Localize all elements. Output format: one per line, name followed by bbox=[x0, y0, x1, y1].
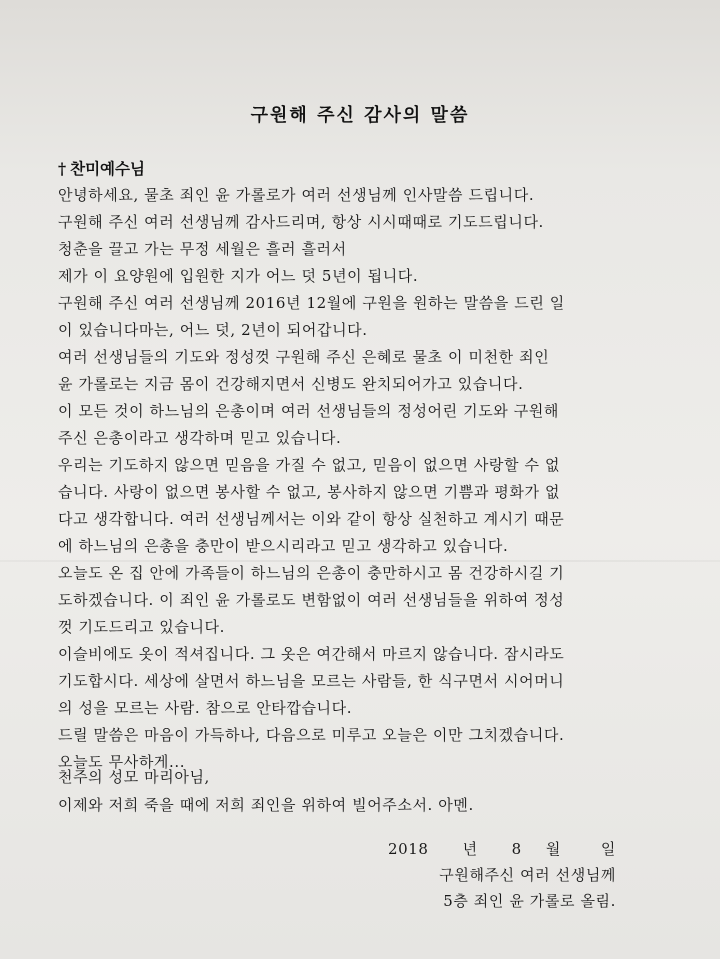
closing-prayer bbox=[58, 763, 474, 819]
cross-icon: † bbox=[58, 159, 67, 178]
body-line: 안녕하세요, 물초 죄인 윤 가롤로가 여러 선생님께 인사말씀 드립니다. bbox=[58, 186, 535, 204]
body-line: 의 성을 모르는 사람. 참으로 안타깝습니다. bbox=[58, 699, 353, 717]
sender-line: 5층 죄인 윤 가롤로 올림. bbox=[443, 892, 616, 910]
body-line: 기도합시다. 세상에 살면서 하느님을 모르는 사람들, 한 식구면서 시어머니 bbox=[58, 672, 565, 690]
body-line: 이 있습니다마는, 어느 덧, 2년이 되어갑니다. bbox=[58, 321, 368, 339]
date-month: 8 bbox=[511, 840, 522, 858]
date-year: 2018 bbox=[387, 840, 429, 858]
body-line: 윤 가롤로는 지금 몸이 건강해지면서 신병도 완치되어가고 있습니다. bbox=[58, 375, 524, 393]
body-line: 구원해 주신 여러 선생님께 2016년 12월에 구원을 원하는 말씀을 드린 일 bbox=[58, 294, 565, 312]
body-line: 습니다. 사랑이 없으면 봉사할 수 없고, 봉사하지 않으면 기쁨과 평화가 없 bbox=[58, 483, 561, 501]
body-line: 오늘도 온 집 안에 가족들이 하느님의 은총이 충만하시고 몸 건강하시길 기 bbox=[58, 564, 565, 582]
date-month-label: 월 bbox=[545, 840, 561, 858]
body-line: 오늘도 무사하게... bbox=[58, 753, 186, 771]
body-line: 이 모든 것이 하느님의 은총이며 여러 선생님들의 정성어린 기도와 구원해 bbox=[58, 402, 560, 420]
body-line: 구원해 주신 여러 선생님께 감사드리며, 항상 시시때때로 기도드립니다. bbox=[58, 213, 544, 231]
signature-block bbox=[388, 836, 616, 914]
date-day-label: 일 bbox=[600, 840, 616, 858]
recipient-line: 구원해주신 여러 선생님께 bbox=[439, 866, 616, 884]
body-line: 이슬비에도 옷이 적셔집니다. 그 옷은 여간해서 마르지 않습니다. 잠시라도 bbox=[58, 645, 565, 663]
body-line: 도하겠습니다. 이 죄인 윤 가롤로도 변함없이 여러 선생님들을 위하여 정성 bbox=[58, 591, 565, 609]
prayer-line: 천주의 성모 마리아님, bbox=[58, 768, 210, 786]
body-line: 다고 생각합니다. 여러 선생님께서는 이와 같이 항상 실천하고 계시기 때문 bbox=[58, 510, 565, 528]
body-line: 우리는 기도하지 않으면 믿음을 가질 수 없고, 믿음이 없으면 사랑할 수 없 bbox=[58, 456, 561, 474]
greeting bbox=[58, 157, 145, 179]
body-line: 제가 이 요양원에 입원한 지가 어느 덧 5년이 됩니다. bbox=[58, 267, 419, 285]
date-year-label: 년 bbox=[462, 840, 478, 858]
date-line bbox=[388, 836, 616, 862]
body-line: 에 하느님의 은총을 충만이 받으시리라고 믿고 생각하고 있습니다. bbox=[58, 537, 509, 555]
letter-body bbox=[58, 182, 678, 776]
body-line: 드릴 말씀은 마음이 가득하나, 다음으로 미루고 오늘은 이만 그치겠습니다. bbox=[58, 726, 565, 744]
body-line: 청춘을 끌고 가는 무정 세월은 흘러 흘러서 bbox=[58, 240, 347, 258]
greeting-text: 찬미예수님 bbox=[70, 159, 145, 178]
prayer-line: 이제와 저희 죽을 때에 저희 죄인을 위하여 빌어주소서. 아멘. bbox=[58, 796, 474, 814]
body-line: 껏 기도드리고 있습니다. bbox=[58, 618, 226, 636]
body-line: 여러 선생님들의 기도와 정성껏 구원해 주신 은혜로 물초 이 미천한 죄인 bbox=[58, 348, 550, 366]
letter-title: 구원해 주신 감사의 말씀 bbox=[250, 105, 470, 126]
body-line: 주신 은총이라고 생각하며 믿고 있습니다. bbox=[58, 429, 342, 447]
